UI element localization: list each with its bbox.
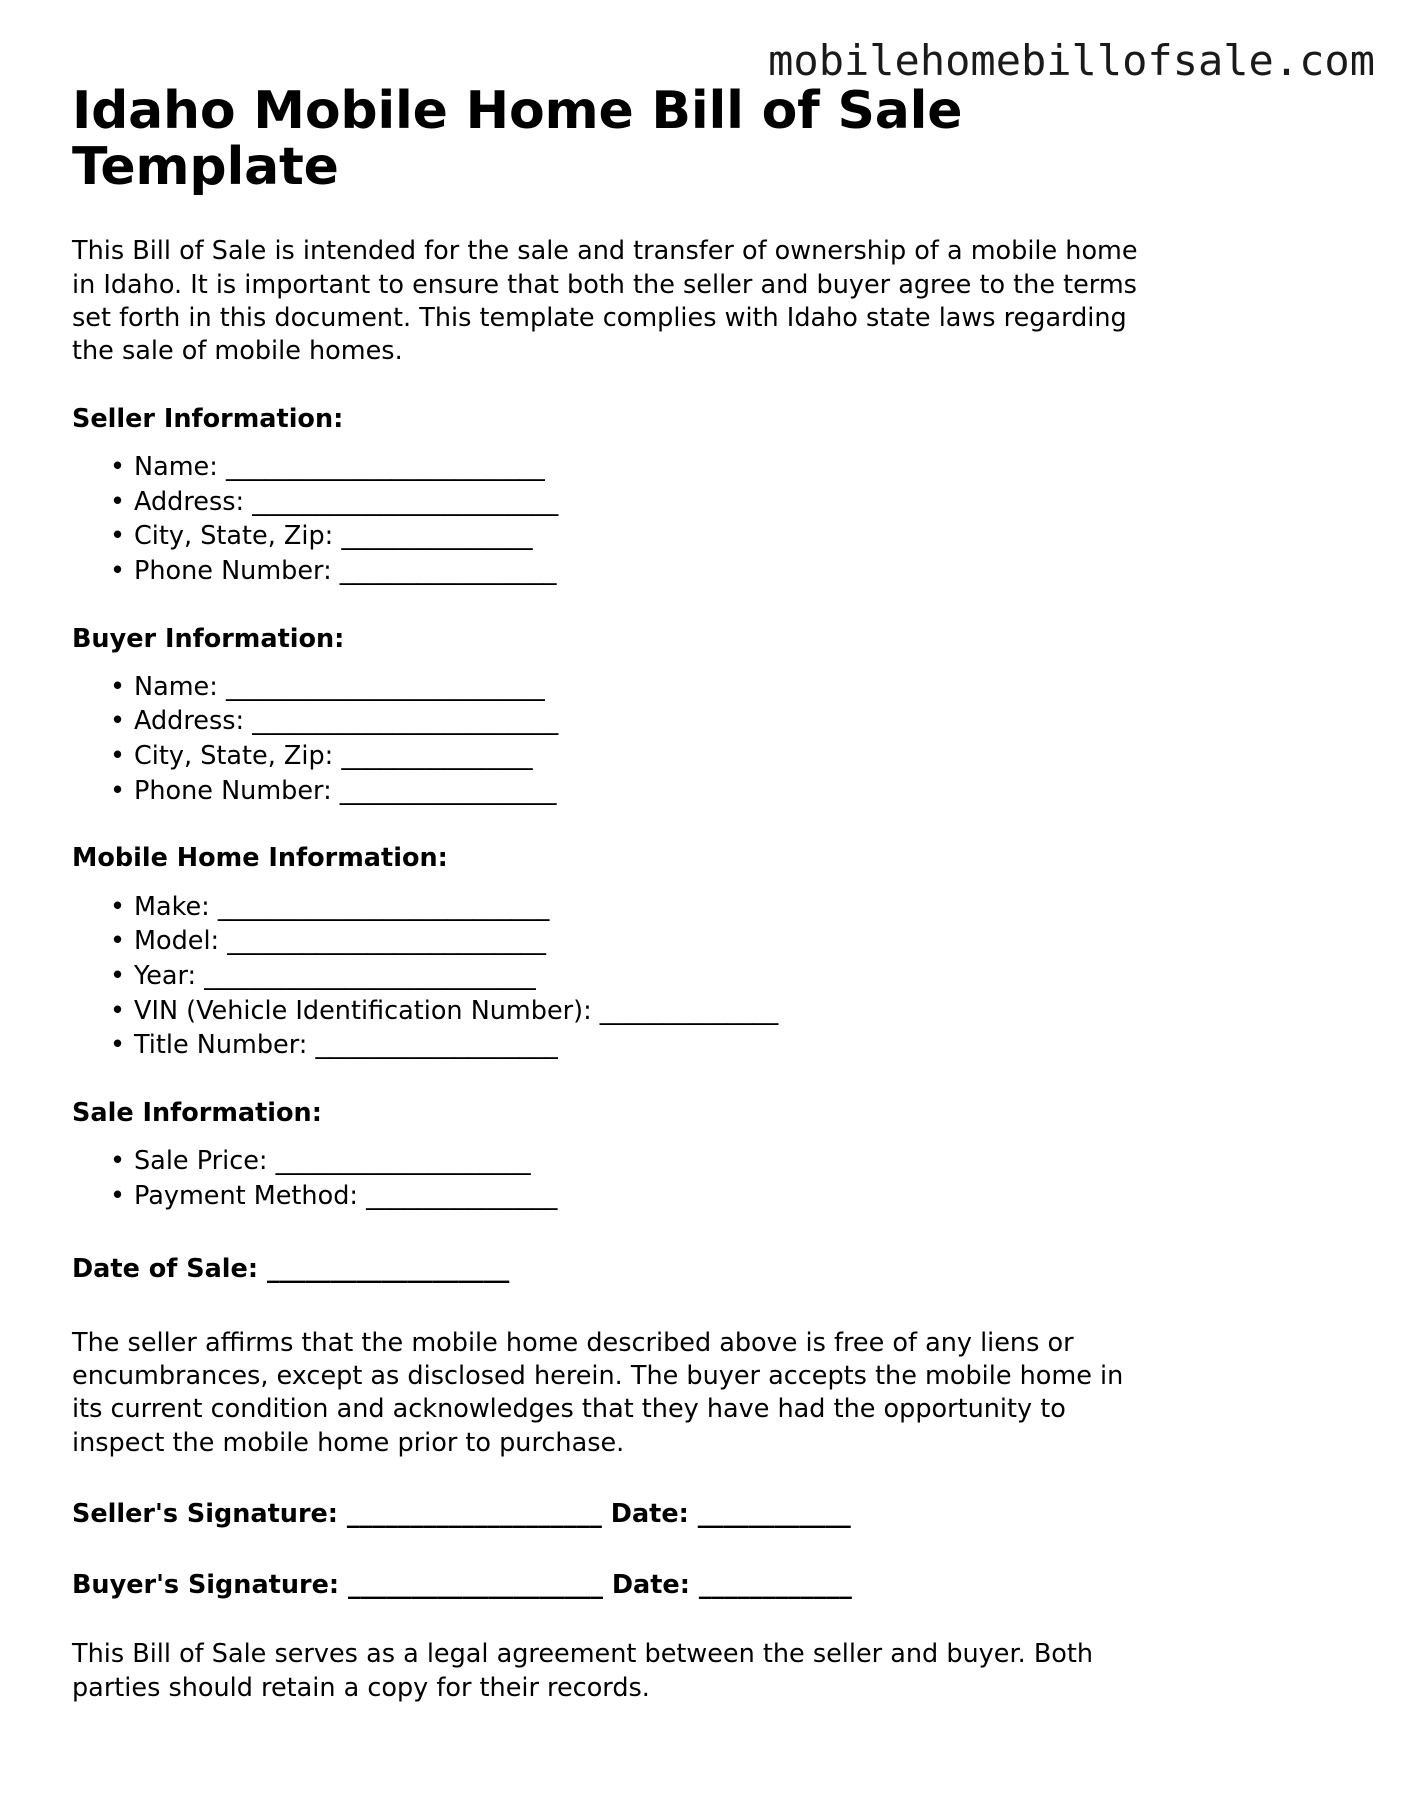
buyer-field-list (72, 656, 1335, 809)
field-blank[interactable]: _________________ (339, 555, 557, 586)
field-blank[interactable]: __________________________ (217, 891, 550, 922)
field-blank[interactable]: _______________ (341, 521, 533, 552)
seller-field-list (72, 436, 1335, 589)
buyer-signature-label: Buyer's Signature: (72, 1570, 340, 1601)
list-item (72, 774, 1335, 809)
field-label: City, State, Zip: (134, 741, 334, 772)
intro-paragraph: This Bill of Sale is intended for the sale and transfer of ownership of a mobile home in Idaho. It is important to ensure that both the seller and buyer agree to the terms set forth in this document. This template complies with Idaho state laws regarding the sale of mobile homes. (72, 236, 1138, 367)
list-item (72, 554, 1335, 589)
sale-field-list (72, 1130, 1335, 1213)
field-blank[interactable]: _________________________ (225, 451, 545, 482)
field-label: Name: (134, 451, 218, 482)
seller-signature-line (72, 1460, 1335, 1531)
field-label: Payment Method: (134, 1180, 358, 1211)
date-of-sale-label: Date of Sale: (72, 1254, 259, 1285)
field-blank[interactable]: __________________________ (204, 960, 536, 991)
seller-signature-label: Seller's Signature: (72, 1499, 339, 1530)
list-item (72, 1144, 1335, 1179)
field-blank[interactable]: ________________________ (252, 706, 559, 737)
field-label: Name: (134, 671, 218, 702)
field-blank[interactable]: _________________________ (227, 926, 547, 957)
field-label: City, State, Zip: (134, 521, 334, 552)
field-label: Phone Number: (134, 775, 332, 806)
list-item (72, 1028, 1335, 1063)
date-of-sale-line (72, 1213, 1335, 1286)
section-heading-sale: Sale Information: (72, 1097, 322, 1128)
list-item (72, 739, 1335, 774)
page-title: Idaho Mobile Home Bill of Sale Template (72, 81, 963, 197)
list-item (72, 890, 1335, 925)
list-item (72, 704, 1335, 739)
mobile-home-field-list (72, 876, 1335, 1063)
field-blank[interactable]: _______________ (366, 1180, 558, 1211)
field-blank[interactable]: _________________ (339, 775, 557, 806)
seller-signature-blank[interactable]: ____________________ (346, 1499, 602, 1530)
list-item (72, 485, 1335, 520)
section-heading-buyer: Buyer Information: (72, 623, 345, 654)
field-label: Address: (134, 706, 245, 737)
affirmation-paragraph: The seller affirms that the mobile home described above is free of any liens or encumbrances, except as disclosed herein. The buyer accepts the mobile home in its current condition and acknowledges that they have had the opportunity to inspect the mobile home prior to purchase. (72, 1327, 1124, 1458)
field-label: Year: (134, 960, 197, 991)
list-item (72, 959, 1335, 994)
buyer-date-label: Date: (611, 1570, 690, 1601)
closing-paragraph: This Bill of Sale serves as a legal agreement between the seller and buyer. Both parties should retain a copy for their records. (72, 1639, 1094, 1703)
buyer-signature-blank[interactable]: ____________________ (347, 1570, 603, 1601)
field-label: Phone Number: (134, 555, 332, 586)
list-item (72, 994, 1335, 1029)
list-item (72, 1179, 1335, 1214)
field-blank[interactable]: _______________ (341, 741, 533, 772)
field-label: Make: (134, 891, 210, 922)
seller-date-blank[interactable]: ____________ (697, 1499, 851, 1530)
field-label: Model: (134, 926, 220, 957)
field-blank[interactable]: _________________________ (225, 671, 545, 702)
buyer-date-blank[interactable]: ____________ (698, 1570, 852, 1601)
field-blank[interactable]: ___________________ (315, 1030, 558, 1061)
section-heading-seller: Seller Information: (72, 403, 344, 434)
field-blank[interactable]: ______________ (599, 995, 779, 1026)
list-item (72, 519, 1335, 554)
list-item (72, 450, 1335, 485)
field-label: Address: (134, 486, 245, 517)
buyer-signature-line (72, 1531, 1335, 1602)
list-item (72, 924, 1335, 959)
date-of-sale-blank[interactable]: ___________________ (266, 1254, 510, 1285)
field-label: VIN (Vehicle Identification Number): (134, 995, 592, 1026)
field-label: Sale Price: (134, 1146, 268, 1177)
list-item (72, 670, 1335, 705)
site-watermark: mobilehomebillofsale.com (768, 36, 1375, 85)
field-blank[interactable]: ____________________ (275, 1146, 531, 1177)
field-label: Title Number: (134, 1030, 308, 1061)
field-blank[interactable]: ________________________ (252, 486, 559, 517)
section-heading-mobile-home: Mobile Home Information: (72, 843, 448, 874)
seller-date-label: Date: (610, 1499, 689, 1530)
